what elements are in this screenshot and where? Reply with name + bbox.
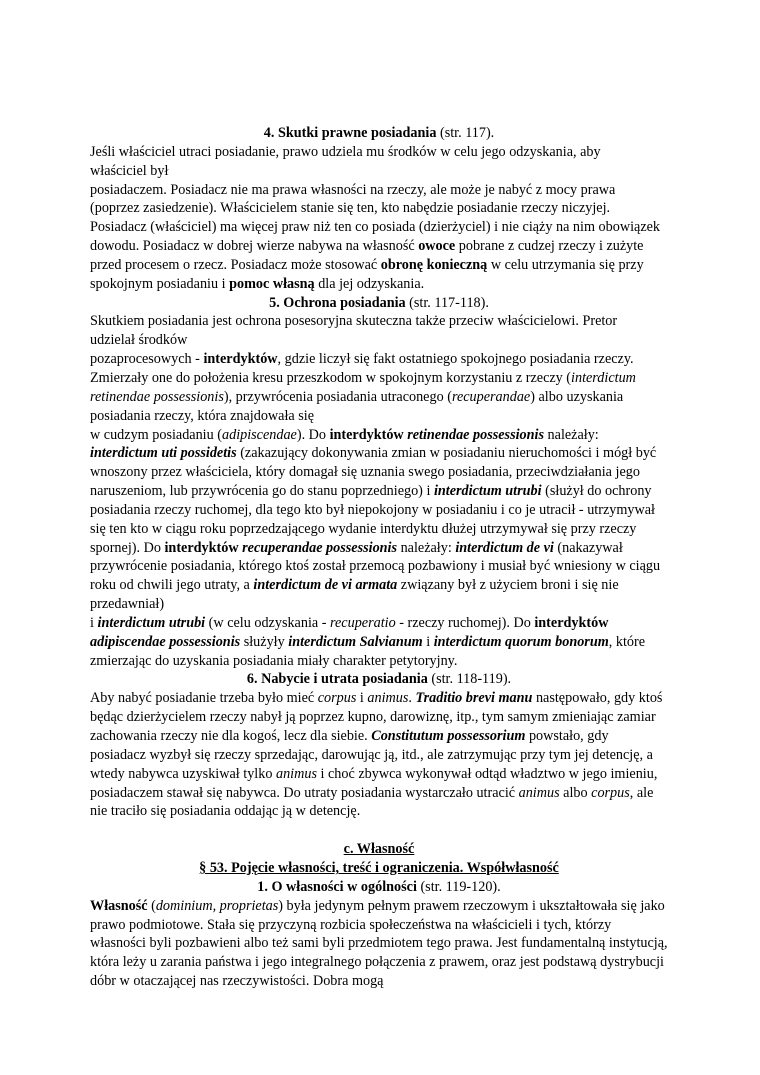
section-5-paragraph-c: i interdictum utrubi (w celu odzyskania - recuperatio - rzeczy ruchomej). Do interdyktów adipiscendae possessionis służyły interdictum Salvianum i interdictum quorum bonorum, które zmierzając do uzyskania posiadania miały charakter petytoryjny.: [90, 614, 645, 669]
section-5-line-1: Skutkiem posiadania jest ochrona posesoryjna skuteczna także przeciw właścicielowi. Pretor: [90, 313, 618, 330]
section-4-heading: 4. Skutki prawne posiadania (str. 117).: [263, 125, 495, 141]
subsection-1-heading: 1. O własności w ogólności (str. 119-120).: [257, 878, 501, 895]
section-4-paragraph: posiadaczem. Posiadacz nie ma prawa własności na rzeczy, ale może je nabyć z mocy prawa (poprzez zasiedzenie). Właścicielem stanie się ten, kto nabędzie posiadanie rzeczy niczyjej. Posiadacz (właściciel) ma więcej praw niż ten co posiada (dzierżyciel) i nie ciąży na nim obowiązek dowodu. Posiadacz w dobrej wierze nabywa na własność owoce pobrane z cudzej rzeczy i zużyte przed procesem o rzecz. Posiadacz może stosować obronę konieczną w celu utrzymania się przy spokojnym posiadaniu i pomoc własną dla jej odzyskania.: [90, 181, 661, 292]
section-spacer: [90, 821, 668, 840]
section-5-paragraph-b: w cudzym posiadaniu (adipiscendae). Do interdyktów retinendae possessionis należały: interdictum uti possidetis (zakazujący dokonywania zmian w posiadaniu nieruchomości i mógł być wnoszony przez właściciela, który domagał się uznania swego posiadania, przeciwdziałania jego naruszeniom, lub przywrócenia go do stanu poprzedniego) i interdictum utrubi (służył do ochrony posiadania rzeczy ruchomej, dla tego kto był niepokojony w posiadaniu i co je utracił - utrzymywał się ten kto w ciągu roku poprzedzającego wydanie interdyktu dłużej utrzymywał się przy rzeczy spornej). Do interdyktów recuperandae possessionis należały: interdictum de vi (nakazywał przywrócenie posiadania, którego ktoś został przemocą pozbawiony i musiał być wniesiony w ciągu roku od chwili jego utraty, a interdictum de vi armata związany był z użyciem broni i się nie przedawniał): [90, 426, 661, 613]
ownership-paragraph: Własność (dominium, proprietas) była jedynym pełnym prawem rzeczowym i ukształtowała się jako prawo podmiotowe. Stała się przyczyną rozbicia społeczeństwa na właścicieli i tych, którzy własności byli pozbawieni albo też sami byli przedmiotem tego prawa. Jest fundamentalną instytucją, która leży u zarania państwa i jego integralnego połączenia z prawem, oraz jest podstawą dystrybucji dóbr w otaczającej nas rzeczywistości. Dobra mogą: [90, 897, 668, 990]
section-5-paragraph-a: pozaprocesowych - interdyktów, gdzie liczył się fakt ostatniego spokojnego posiadania rzeczy. Zmierzały one do położenia kresu przeszkodom w spokojnym korzystaniu z rzeczy (interdictum retinendae possessionis), przywrócenia posiadania utraconego (recuperandae) albo uzyskania posiadania rzeczy, która znajdowała się: [90, 351, 636, 424]
section-4-line-1: Jeśli właściciel utraci posiadanie, prawo udziela mu środków w celu jego odzyskania, aby: [90, 143, 601, 160]
section-6-paragraph: Aby nabyć posiadanie trzeba było mieć corpus i animus. Traditio brevi manu następowało, gdy ktoś będąc dzierżycielem rzeczy nabył ją poprzez kupno, darowiznę, itp., tym samym zmieniając zamiar zachowania rzeczy nie dla kogoś, lecz dla siebie. Constitutum possessorium powstało, gdy posiadacz wyzbył się rzeczy sprzedając, darowując ją, itd., ale zatrzymując przy tym jej detencję, a wtedy nabywca uzyskiwał tylko animus i choć zbywca wykonywał odtąd władztwo w jego imieniu, posiadaczem stawał się nabywca. Do utraty posiadania wystarczało utracić animus albo corpus, ale nie traciło się posiadania oddając ją w detencję.: [90, 690, 663, 820]
section-5-line-2: udzielał środków: [90, 332, 188, 349]
section-5-heading: 5. Ochrona posiadania (str. 117-118).: [269, 294, 489, 311]
section-53-heading: § 53. Pojęcie własności, treść i ograniczenia. Współwłasność: [199, 860, 559, 877]
section-4-line-2: właściciel był: [90, 162, 169, 179]
part-c-title: c. Własność: [343, 841, 415, 858]
document-body: [90, 124, 668, 991]
section-6-heading: 6. Nabycie i utrata posiadania (str. 118-119).: [246, 671, 512, 688]
